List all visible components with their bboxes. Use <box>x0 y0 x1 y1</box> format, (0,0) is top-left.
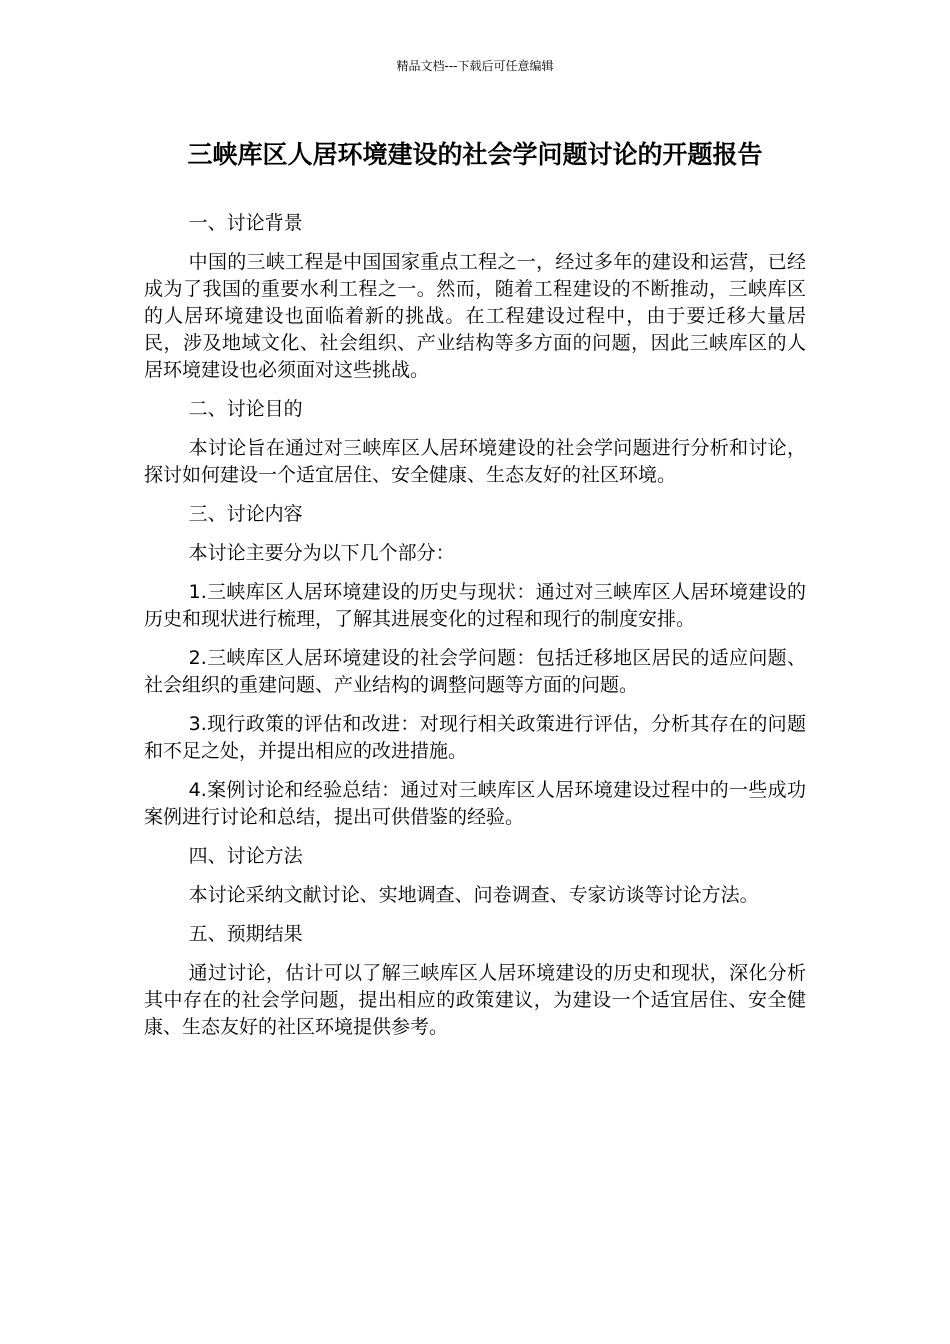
document-title: 三峡库区人居环境建设的社会学问题讨论的开题报告 <box>187 140 763 169</box>
section-heading-expected-results: 五、预期结果 <box>188 923 303 945</box>
section-heading-background: 一、讨论背景 <box>188 212 303 234</box>
paragraph-content-item-1: 1.三峡库区人居环境建设的历史与现状：通过对三峡库区人居环境建设的历史和现状进行梳理，了解其进展变化的过程和现行的制度安排。 <box>144 581 806 630</box>
paragraph-content-item-4: 4.案例讨论和经验总结：通过对三峡库区人居环境建设过程中的一些成功案例进行讨论和总结，提出可供借鉴的经验。 <box>144 779 806 828</box>
paragraph-content-item-2: 2.三峡库区人居环境建设的社会学问题：包括迁移地区居民的适应问题、社会组织的重建问题、产业结构的调整问题等方面的问题。 <box>144 647 806 696</box>
paragraph-content-item-3: 3.现行政策的评估和改进：对现行相关政策进行评估，分析其存在的问题和不足之处，并提出相应的改进措施。 <box>144 713 806 762</box>
paragraph-purpose: 本讨论旨在通过对三峡库区人居环境建设的社会学问题进行分析和讨论，探讨如何建设一个适宜居住、安全健康、生态友好的社区环境。 <box>144 437 806 486</box>
paragraph-background: 中国的三峡工程是中国国家重点工程之一，经过多年的建设和运营，已经成为了我国的重要水利工程之一。然而，随着工程建设的不断推动，三峡库区的人居环境建设也面临着新的挑战。在工程建设过程中，由于要迁移大量居民，涉及地域文化、社会组织、产业结构等多方面的问题，因此三峡库区的人居环境建设也必须面对这些挑战。 <box>144 251 806 381</box>
section-heading-content: 三、讨论内容 <box>188 503 303 525</box>
paragraph-expected-results: 通过讨论，估计可以了解三峡库区人居环境建设的历史和现状，深化分析其中存在的社会学问题，提出相应的政策建议，为建设一个适宜居住、安全健康、生态友好的社区环境提供参考。 <box>144 962 806 1038</box>
document-body <box>144 210 806 1053</box>
section-heading-purpose: 二、讨论目的 <box>188 398 303 420</box>
page-header-note: 精品文档---下载后可任意编辑 <box>396 59 554 73</box>
paragraph-methods: 本讨论采纳文献讨论、实地调查、问卷调查、专家访谈等讨论方法。 <box>188 884 759 906</box>
section-heading-methods: 四、讨论方法 <box>188 845 303 867</box>
paragraph-content-intro: 本讨论主要分为以下几个部分： <box>188 542 455 564</box>
